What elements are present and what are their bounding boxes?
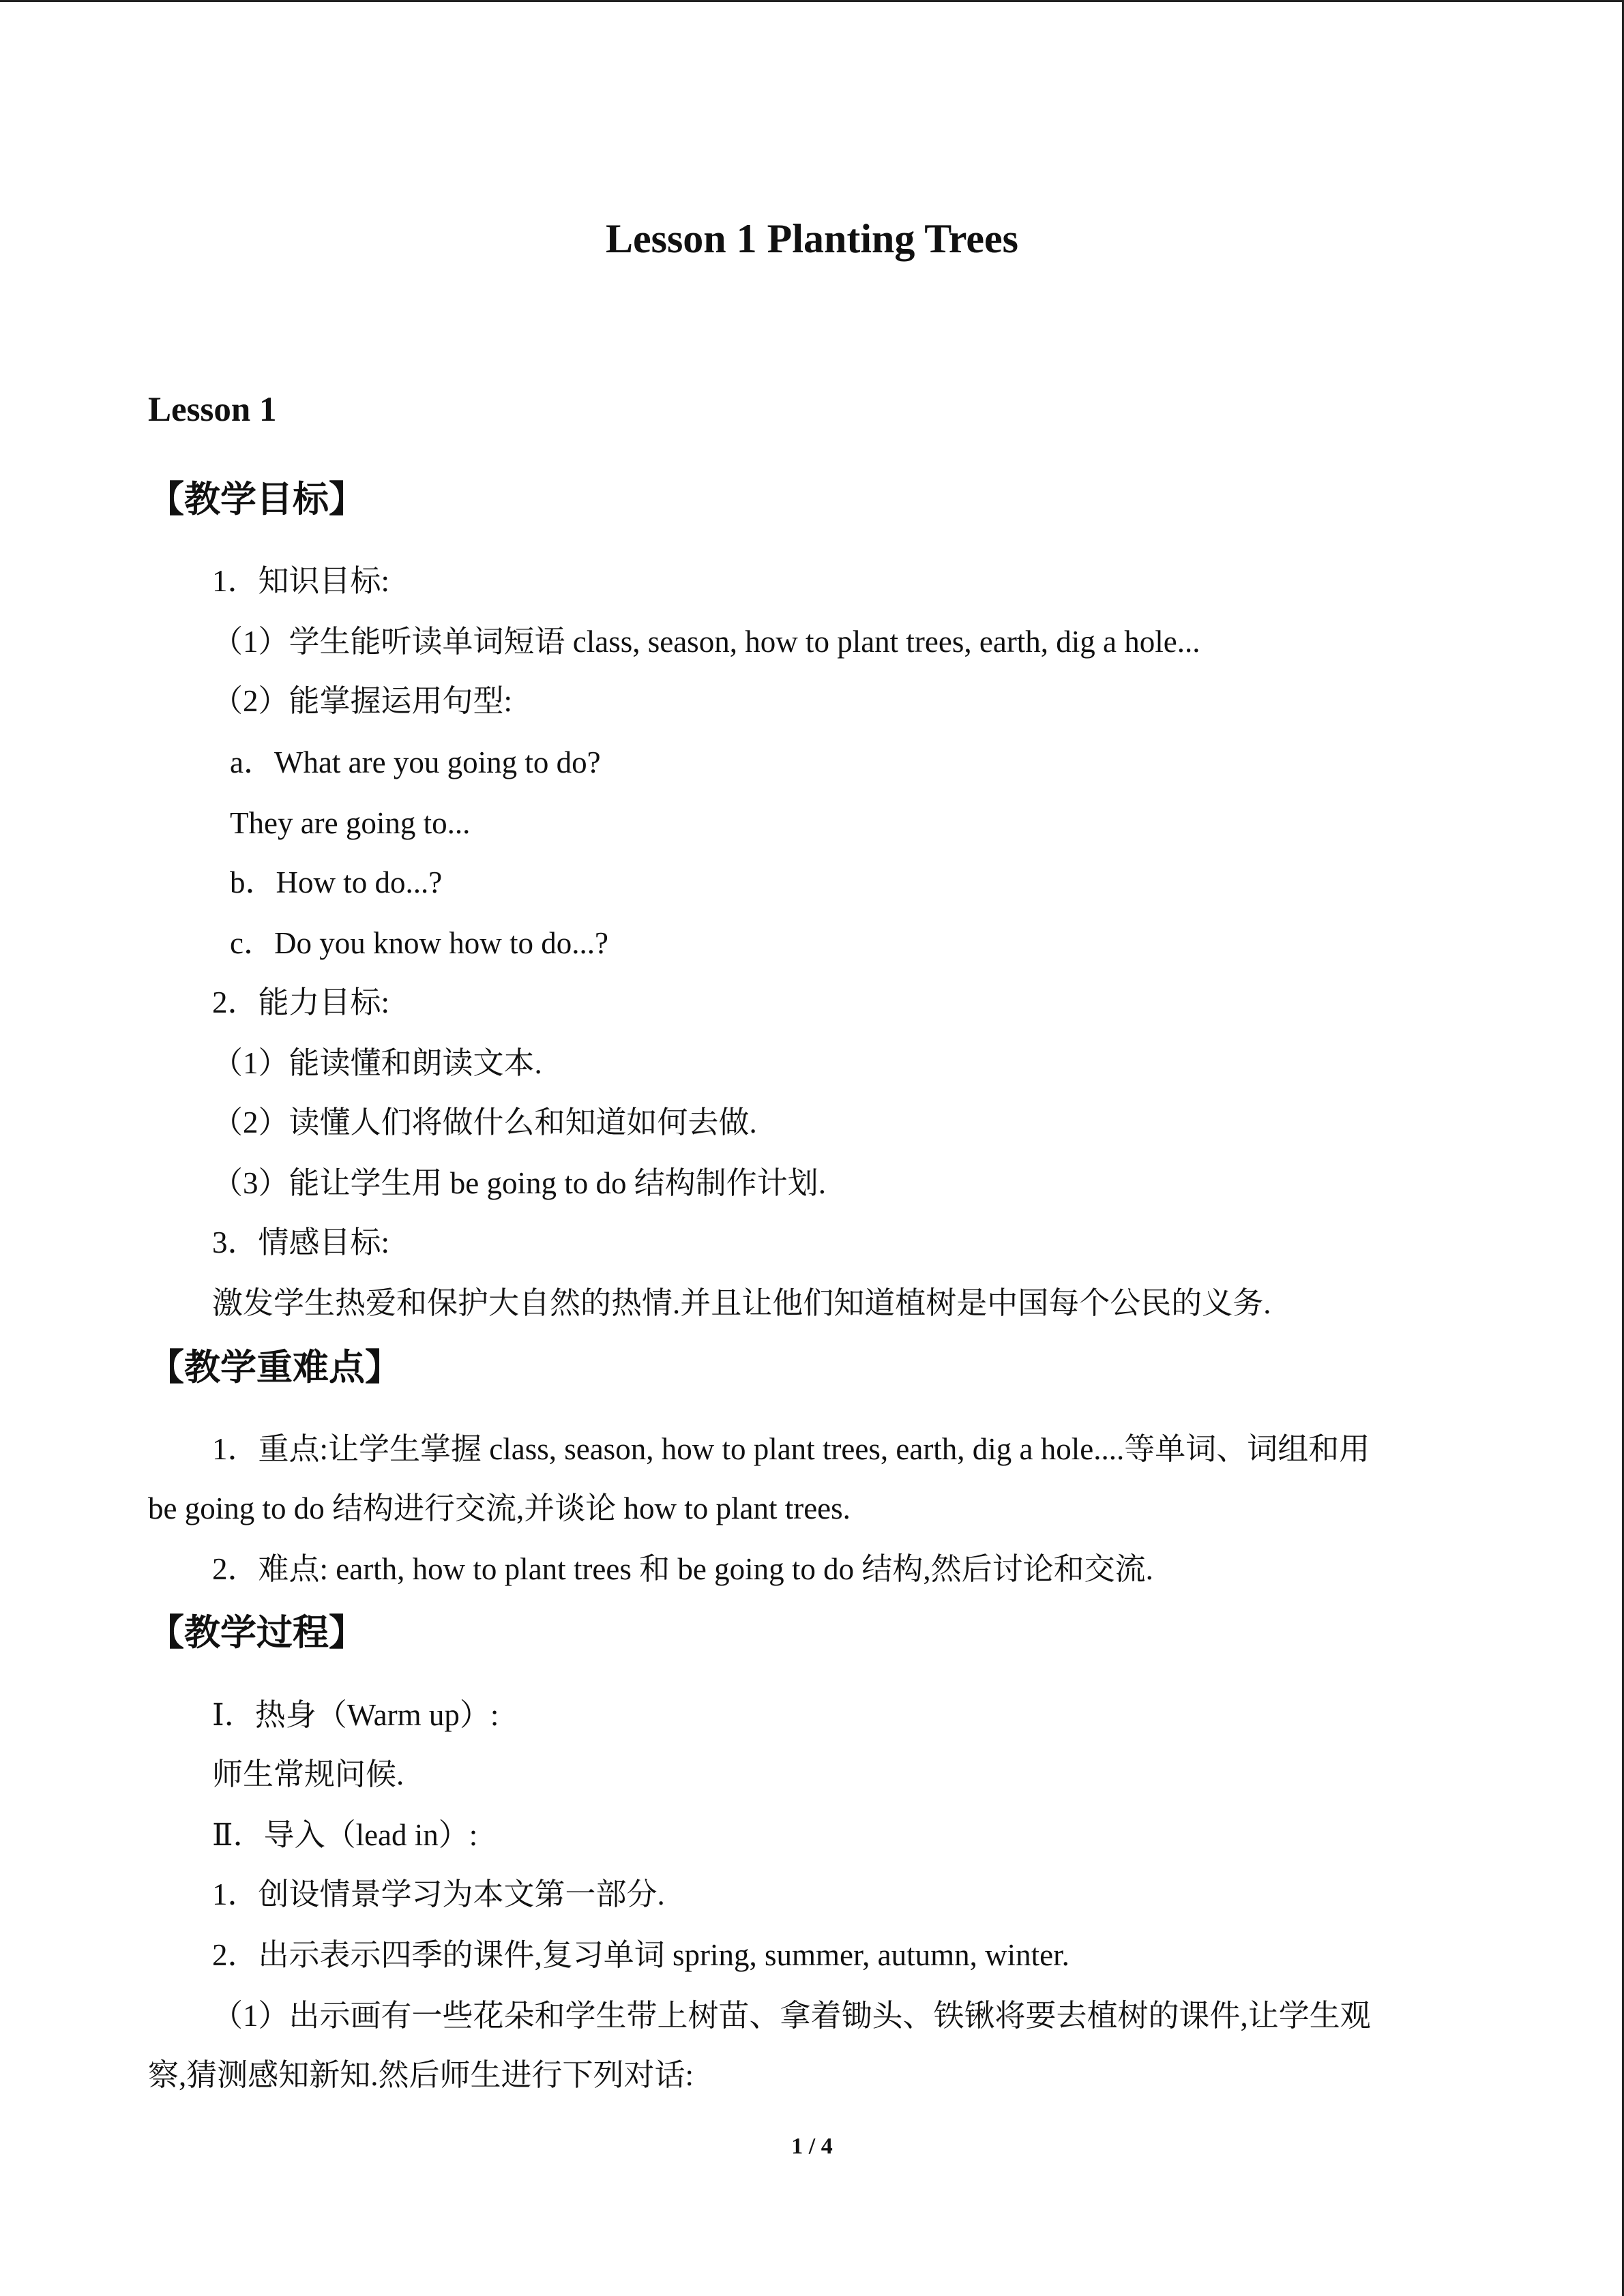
- objectives-line: （3）能让学生用 be going to do 结构制作计划.: [212, 1166, 826, 1200]
- document-title: Lesson 1 Planting Trees: [605, 216, 1019, 261]
- objectives-line: （1）能读懂和朗读文本.: [212, 1046, 542, 1080]
- objectives-line: 1．知识目标:: [212, 564, 390, 598]
- objectives-line: c．Do you know how to do...?: [230, 926, 608, 960]
- objectives-line: （2）能掌握运用句型:: [212, 684, 513, 718]
- objectives-line: 2．能力目标:: [212, 985, 390, 1019]
- process-line: 师生常规问候.: [212, 1757, 404, 1791]
- process-line: Ⅱ．导入（lead in）:: [212, 1818, 478, 1852]
- objectives-line: b．How to do...?: [230, 865, 443, 899]
- process-line: （1）出示画有一些花朵和学生带上树苗、拿着锄头、铁锹将要去植树的课件,让学生观: [212, 1999, 1371, 2033]
- process-line: Ⅰ．热身（Warm up）:: [212, 1698, 499, 1732]
- process-line: 察,猜测感知新知.然后师生进行下列对话:: [148, 2058, 694, 2092]
- section-heading-process: 【教学过程】: [148, 1613, 365, 1653]
- objectives-line: 3．情感目标:: [212, 1225, 390, 1259]
- process-line: 2．出示表示四季的课件,复习单词 spring, summer, autumn, winter.: [212, 1938, 1069, 1972]
- objectives-line: （2）读懂人们将做什么和知道如何去做.: [212, 1105, 757, 1139]
- page-number: 1 / 4: [791, 2134, 833, 2159]
- section-heading-objectives: 【教学目标】: [148, 480, 365, 520]
- objectives-line: 激发学生热爱和保护大自然的热情.并且让他们知道植树是中国每个公民的义务.: [212, 1286, 1271, 1320]
- objectives-line: （1）学生能听读单词短语 class, season, how to plant trees, earth, dig a hole...: [212, 625, 1200, 659]
- objectives-line: a．What are you going to do?: [230, 745, 601, 779]
- key-points-line: 2．难点: earth, how to plant trees 和 be going to do 结构,然后讨论和交流.: [212, 1552, 1153, 1586]
- lesson-subtitle: Lesson 1: [148, 391, 277, 429]
- section-heading-key-points: 【教学重难点】: [148, 1348, 401, 1388]
- key-points-line: be going to do 结构进行交流,并谈论 how to plant trees.: [148, 1491, 851, 1525]
- process-line: 1．创设情景学习为本文第一部分.: [212, 1877, 665, 1911]
- objectives-line: They are going to...: [230, 806, 471, 840]
- key-points-line: 1．重点:让学生掌握 class, season, how to plant trees, earth, dig a hole....等单词、词组和用: [212, 1432, 1370, 1466]
